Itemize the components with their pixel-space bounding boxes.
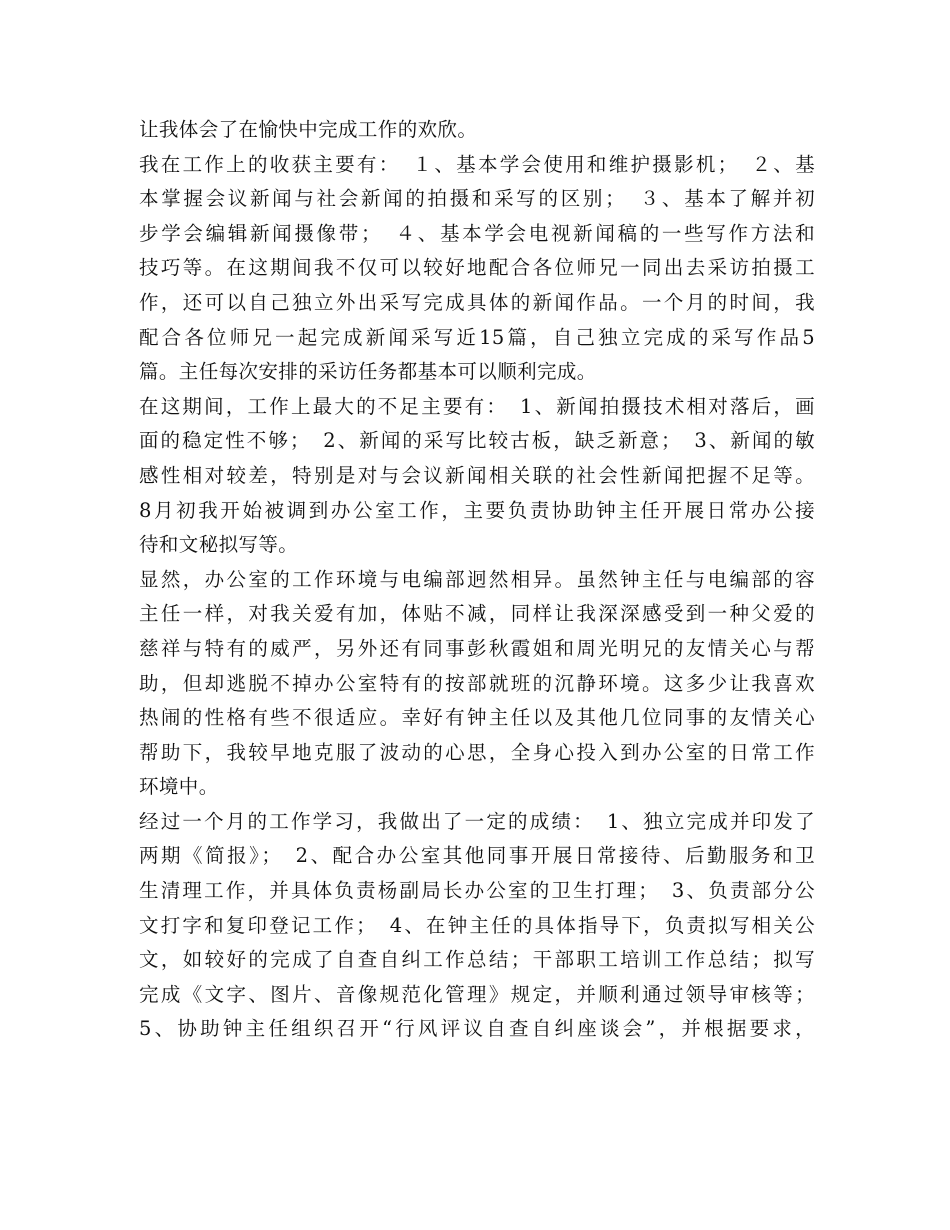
text-line: 我在工作上的收获主要有： １、基本学会使用和维护摄影机； ２、基 bbox=[139, 152, 815, 176]
text-line: 在这期间，工作上最大的不足主要有： 1、新闻拍摄技术相对落后，画 bbox=[139, 394, 815, 418]
text-line: 经过一个月的工作学习，我做出了一定的成绩： 1、独立完成并印发了 bbox=[139, 809, 815, 833]
text-line: 完成《文字、图片、音像规范化管理》规定，并顺利通过领导审核等； bbox=[139, 982, 815, 1006]
text-line: 步学会编辑新闻摄像带； ４、基本学会电视新闻稿的一些写作方法和 bbox=[139, 221, 815, 245]
text-line: 让我体会了在愉快中完成工作的欢欣。 bbox=[139, 118, 478, 141]
text-line: 5、协助钟主任组织召开“行风评议自查自纠座谈会”，并根据要求， bbox=[139, 1017, 815, 1041]
document-body bbox=[139, 113, 815, 1047]
text-line: 面的稳定性不够； 2、新闻的采写比较古板，缺乏新意； 3、新闻的敏 bbox=[139, 429, 815, 453]
text-line: 热闹的性格有些不很适应。幸好有钟主任以及其他几位同事的友情关心 bbox=[139, 706, 815, 730]
text-line: 主任一样，对我关爱有加，体贴不减，同样让我深深感受到一种父爱的 bbox=[139, 602, 815, 626]
text-line: 环境中。 bbox=[139, 775, 219, 799]
text-line: 待和文秘拟写等。 bbox=[139, 533, 299, 557]
text-line: 慈祥与特有的威严，另外还有同事彭秋霞姐和周光明兄的友情关心与帮 bbox=[139, 636, 815, 660]
text-line: 显然，办公室的工作环境与电编部迥然相异。虽然钟主任与电编部的容 bbox=[139, 567, 815, 591]
text-line: 作，还可以自己独立外出采写完成具体的新闻作品。一个月的时间，我 bbox=[139, 290, 815, 314]
text-line: 生清理工作，并具体负责杨副局长办公室的卫生打理； 3、负责部分公 bbox=[139, 879, 815, 903]
text-line: 助，但却逃脱不掉办公室特有的按部就班的沉静环境。这多少让我喜欢 bbox=[139, 671, 815, 695]
text-line: 篇。主任每次安排的采访任务都基本可以顺利完成。 bbox=[139, 360, 597, 384]
text-line: 配合各位师兄一起完成新闻采写近15篇，自己独立完成的采写作品5 bbox=[139, 325, 815, 349]
text-line: 帮助下，我较早地克服了波动的心思，全身心投入到办公室的日常工作 bbox=[139, 740, 815, 764]
text-line: 两期《简报》； 2、配合办公室其他同事开展日常接待、后勤服务和卫 bbox=[139, 844, 815, 868]
text-line: 本掌握会议新闻与社会新闻的拍摄和采写的区别； ３、基本了解并初 bbox=[139, 187, 815, 211]
text-line: 感性相对较差，特别是对与会议新闻相关联的社会性新闻把握不足等。 bbox=[139, 463, 815, 487]
text-line: 文，如较好的完成了自查自纠工作总结；干部职工培训工作总结；拟写 bbox=[139, 948, 815, 972]
text-line: 文打字和复印登记工作； 4、在钟主任的具体指导下，负责拟写相关公 bbox=[139, 913, 815, 937]
text-line: 8月初我开始被调到办公室工作，主要负责协助钟主任开展日常办公接 bbox=[139, 498, 815, 522]
text-line: 技巧等。在这期间我不仅可以较好地配合各位师兄一同出去采访拍摄工 bbox=[139, 256, 815, 280]
